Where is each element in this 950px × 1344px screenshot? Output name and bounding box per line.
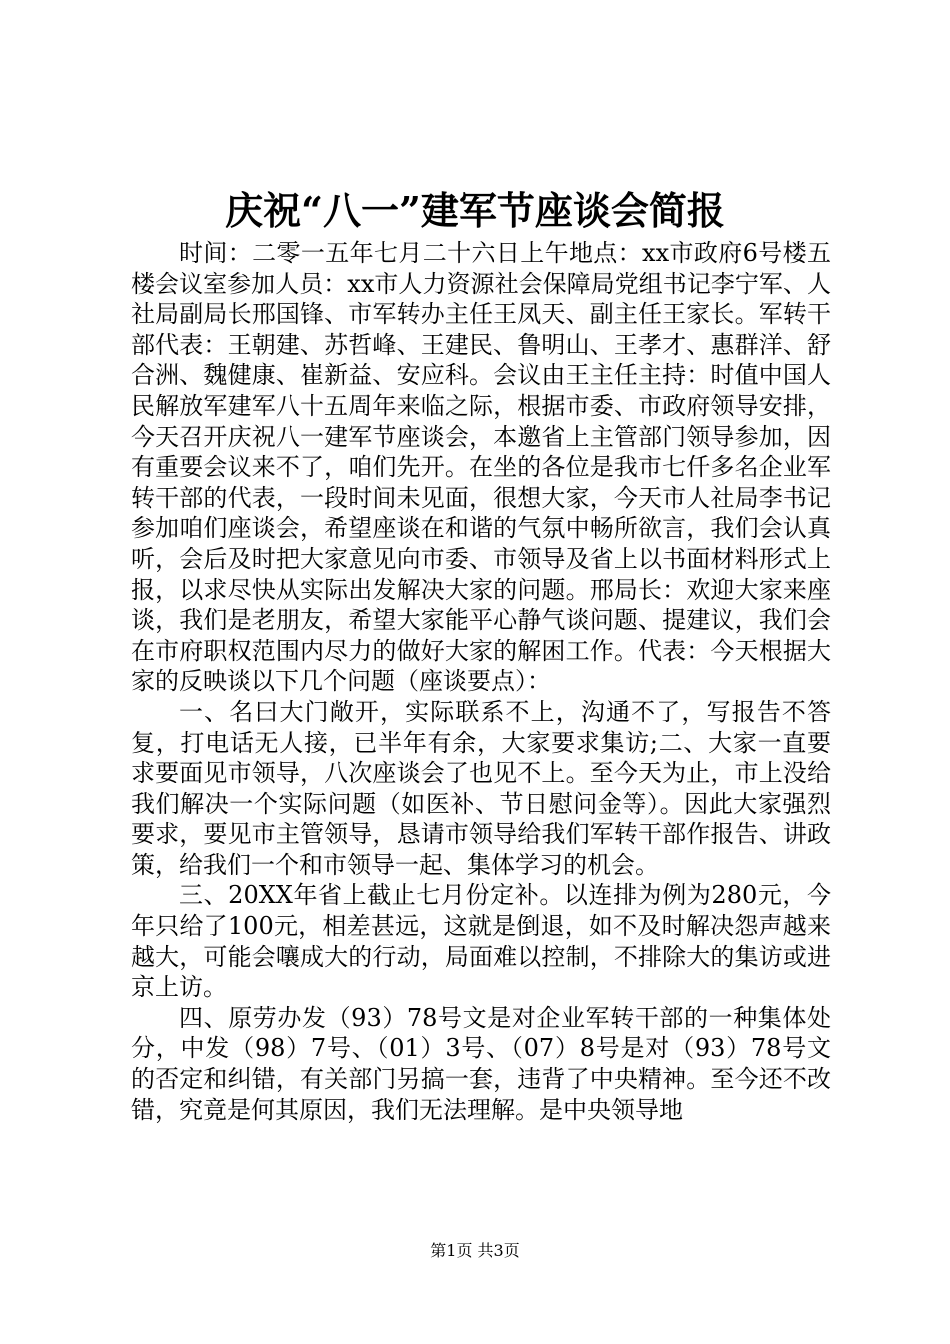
document-body <box>131 238 831 1125</box>
document-title: 庆祝“八一”建军节座谈会简报 <box>225 188 725 233</box>
paragraph-meeting-info: 时间：二零一五年七月二十六日上午地点：xx市政府6号楼五楼会议室参加人员：xx市人力资源社会保障局党组书记李宁军、人社局副局长邢国锋、市军转办主任王凤天、副主任王家长。军转干部代表：王朝建、苏哲峰、王建民、鲁明山、王孝才、惠群洋、舒合洲、魏健康、崔新益、安应科。会议由王主任主持：时值中国人民解放军建军八十五周年来临之际，根据市委、市政府领导安排，今天召开庆祝八一建军节座谈会，本邀省上主管部门领导参加，因有重要会议来不了，咱们先开。在坐的各位是我市七仟多名企业军转干部的代表，一段时间未见面，很想大家，今天市人社局李书记参加咱们座谈会，希望座谈在和谐的气氛中畅所欲言，我们会认真听，会后及时把大家意见向市委、市领导及省上以书面材料形式上报，以求尽快从实际出发解决大家的问题。邢局长：欢迎大家来座谈，我们是老朋友，希望大家能平心静气谈问题、提建议，我们会在市府职权范围内尽力的做好大家的解困工作。代表：今天根据大家的反映谈以下几个问题（座谈要点）： <box>131 239 831 696</box>
paragraph-issue-one-two: 一、名曰大门敞开，实际联系不上，沟通不了，写报告不答复，打电话无人接，已半年有余，大家要求集访;二、大家一直要求要面见市领导，八次座谈会了也见不上。至今天为止，市上没给我们解决一个实际问题（如医补、节日慰问金等）。因此大家强烈要求，要见市主管领导，恳请市领导给我们军转干部作报告、讲政策，给我们一个和市领导一起、集体学习的机会。 <box>131 697 831 879</box>
paragraph-issue-three: 三、20XX年省上截止七月份定补。以连排为例为280元，今年只给了100元，相差甚远，这就是倒退，如不及时解决怨声越来越大，可能会嚷成大的行动，局面难以控制，不排除大的集访或进京上访。 <box>131 881 831 1002</box>
page-footer: 第1页 共3页 <box>430 1241 520 1260</box>
paragraph-issue-four: 四、原劳办发（93）78号文是对企业军转干部的一种集体处分，中发（98）7号、（01）3号、（07）8号是对（93）78号文的否定和纠错，有关部门另搞一套，违背了中央精神。至今还不改错，究竟是何其原因，我们无法理解。是中央领导地 <box>131 1003 831 1124</box>
